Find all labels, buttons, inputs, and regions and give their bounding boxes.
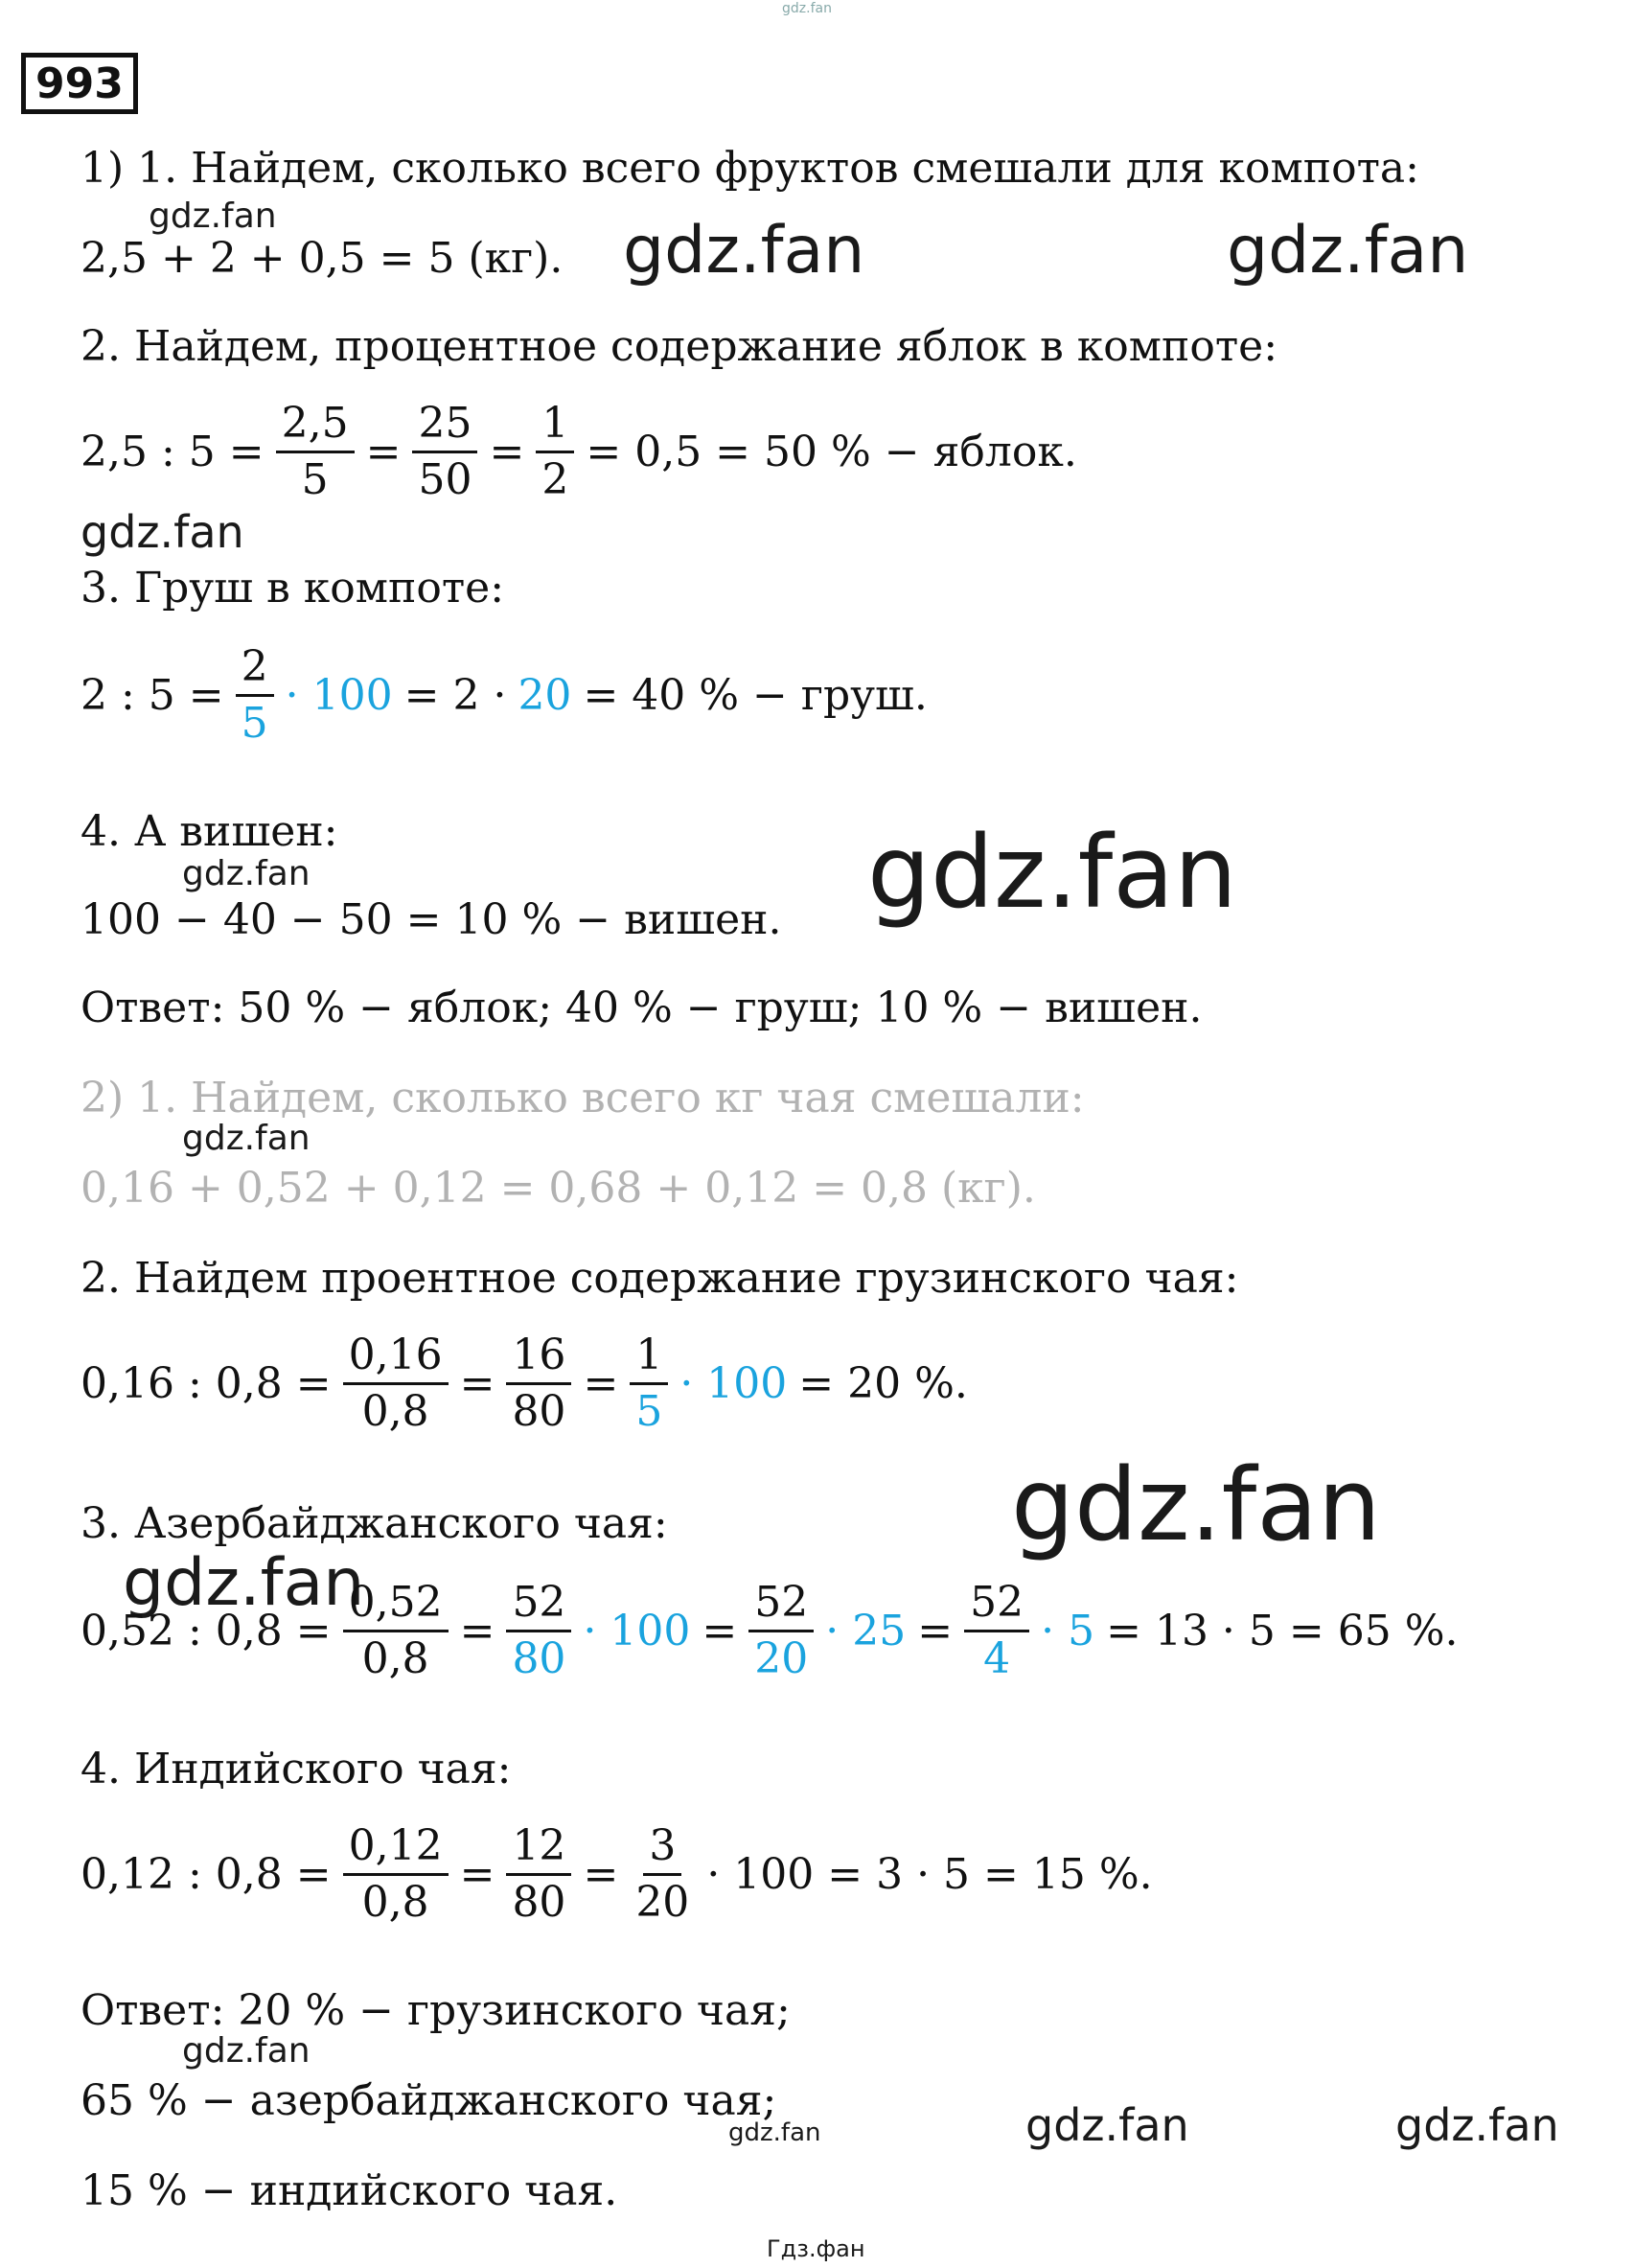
watermark: gdz.fan <box>123 1545 365 1621</box>
fraction: $\frac{25}{50}$ <box>412 403 477 501</box>
p1-step2-text: 2. Найдем, процентное содержание яблок в компоте: <box>81 322 1278 371</box>
p1-answer: Ответ: 50 % − яблок; 40 % − груш; 10 % − вишен. <box>81 984 1203 1032</box>
p2-answer-line2: 65 % − азербайджанского чая; <box>81 2076 777 2125</box>
fraction: $\frac{12}{80}$ <box>506 1825 571 1924</box>
fraction: $\frac{0,52}{0,8}$ <box>343 1582 449 1680</box>
fraction: $\frac{1}{5}$ <box>630 1334 668 1433</box>
fraction: $\frac{52}{20}$ <box>748 1582 814 1680</box>
p2-step1-eq: 0,16 + 0,52 + 0,12 = 0,68 + 0,12 = 0,8 (кг). <box>81 1164 1036 1213</box>
watermark: gdz.fan <box>1227 213 1469 289</box>
fraction: $\frac{0,12}{0,8}$ <box>343 1825 449 1924</box>
watermark: gdz.fan <box>182 854 311 893</box>
p1-step1-eq: 2,5 + 2 + 0,5 = 5 (кг). <box>81 234 564 283</box>
p2-step2-eq: 0,16 : 0,8 = $\frac{0,16}{0,8}$ = $\frac{16}{80}$ = $\frac{1}{5}$ · 100 = 20 %. <box>81 1331 968 1436</box>
p2-step2-text: 2. Найдем проентное содержание грузинского чая: <box>81 1254 1239 1303</box>
p1-step2-eq: 2,5 : 5 = $\frac{2,5}{5}$ = $\frac{25}{50}$ = $\frac{1}{2}$ = 0,5 = 50 % − яблок. <box>81 399 1077 504</box>
fraction: $\frac{1}{2}$ <box>536 403 574 501</box>
p2-step3-eq: 0,52 : 0,8 = $\frac{0,52}{0,8}$ = $\frac{52}{80}$ · 100 = $\frac{52}{20}$ · 25 = $\frac{52}{4}$ · 5 = 13 · 5 = 65 %. <box>81 1578 1459 1683</box>
watermark: gdz.fan <box>182 2031 311 2071</box>
p2-step3-text: 3. Азербайджанского чая: <box>81 1499 668 1548</box>
watermark: gdz.fan <box>728 2118 821 2147</box>
p1-step1-text: 1) 1. Найдем, сколько всего фруктов смешали для компота: <box>81 144 1419 193</box>
fraction: $\frac{52}{80}$ <box>506 1582 571 1680</box>
p2-answer-line3: 15 % − индийского чая. <box>81 2166 618 2215</box>
watermark: gdz.fan <box>1395 2099 1559 2151</box>
p2-step1-text: 2) 1. Найдем, сколько всего кг чая смешали: <box>81 1074 1085 1122</box>
fraction: $\frac{52}{4}$ <box>964 1582 1029 1680</box>
fraction: $\frac{2}{5}$ <box>236 646 274 745</box>
p2-step4-text: 4. Индийского чая: <box>81 1745 512 1794</box>
p1-step3-eq: 2 : 5 = $\frac{2}{5}$ · 100 = 2 · 20 = 40 % − груш. <box>81 642 928 748</box>
watermark: gdz.fan <box>182 1119 311 1158</box>
problem-number: 993 <box>21 53 138 114</box>
p1-step4-text: 4. А вишен: <box>81 807 338 856</box>
watermark: gdz.fan <box>81 506 244 558</box>
fraction: $\frac{0,16}{0,8}$ <box>343 1334 449 1433</box>
p2-step4-eq: 0,12 : 0,8 = $\frac{0,12}{0,8}$ = $\frac{12}{80}$ = $\frac{3}{20}$ · 100 = 3 · 5 = 15 %. <box>81 1821 1153 1927</box>
fraction: $\frac{3}{20}$ <box>635 1821 690 1927</box>
watermark: gdz.fan <box>1025 2099 1189 2151</box>
watermark: gdz.fan <box>867 814 1237 931</box>
watermark: gdz.fan <box>623 213 865 289</box>
p1-step4-eq: 100 − 40 − 50 = 10 % − вишен. <box>81 895 782 944</box>
p2-answer-line1: Ответ: 20 % − грузинского чая; <box>81 1986 791 2035</box>
p1-step3-text: 3. Груш в компоте: <box>81 564 505 613</box>
watermark-top: gdz.fan <box>782 1 832 16</box>
fraction: $\frac{2,5}{5}$ <box>276 403 355 501</box>
fraction: $\frac{16}{80}$ <box>506 1334 571 1433</box>
watermark: gdz.fan <box>149 197 277 236</box>
watermark: gdz.fan <box>1011 1446 1381 1563</box>
watermark-footer: Гдз.фан <box>767 2235 865 2262</box>
